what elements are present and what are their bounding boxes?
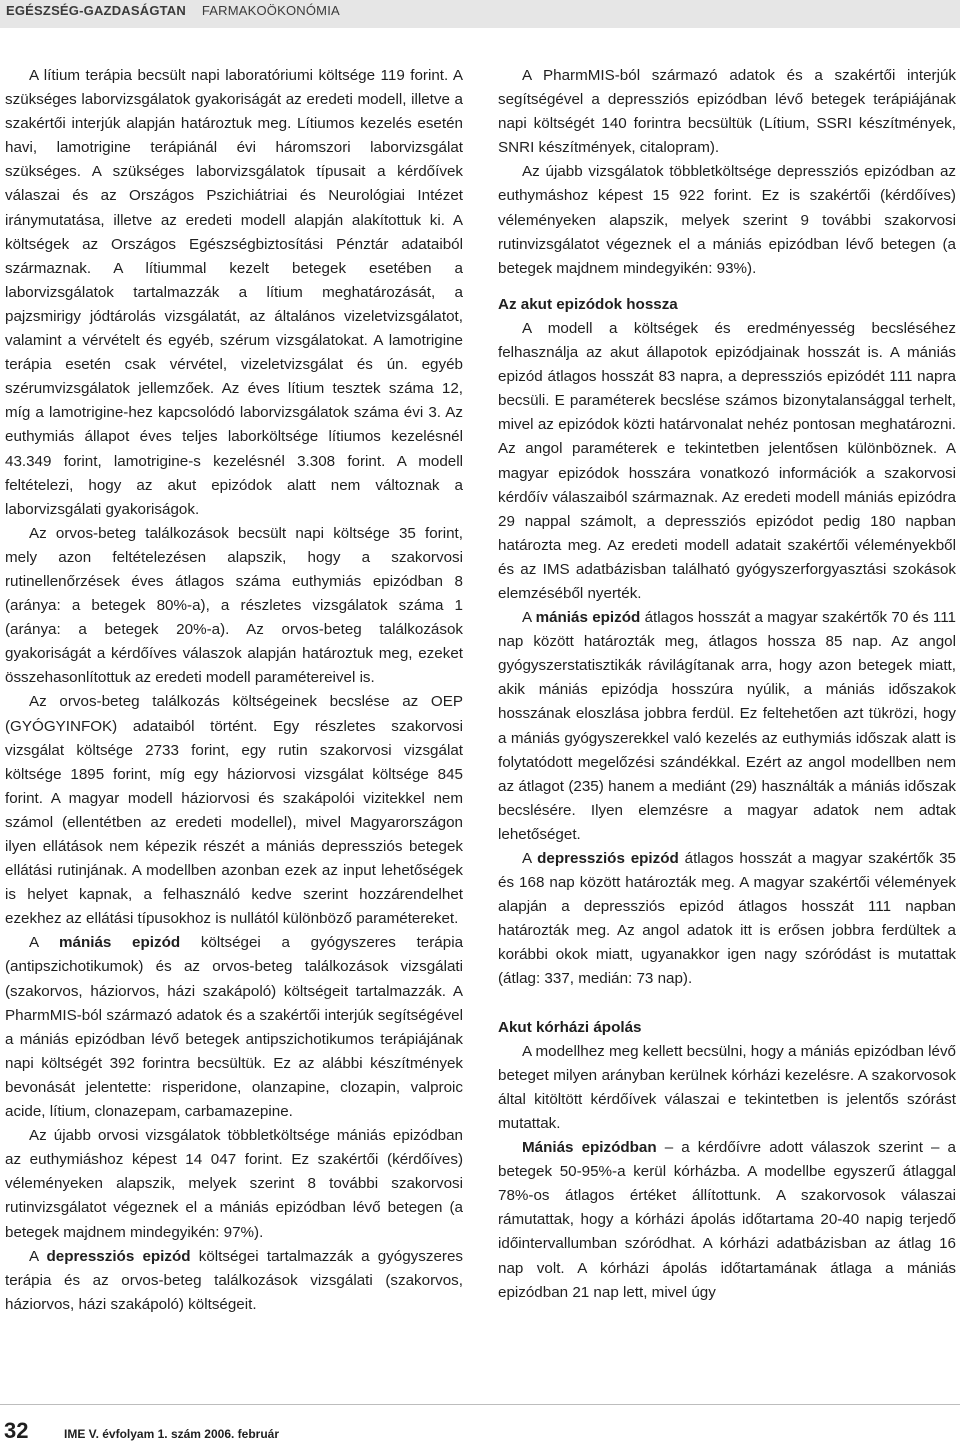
text-run: költségei tartalmazzák a gyógyszeres terápia és az orvos-beteg találkozások vizsgálati (szakorvos, háziorvos, házi szakápoló) költségeit.	[5, 1247, 463, 1313]
bold-term: depressziós epizód	[537, 850, 679, 867]
paragraph-depressive-extra-cost: Az újabb vizsgálatok többletköltsége depressziós epizódban az euthymáshoz képest 15 922 forint. Ez is szakértői (kérdőíves) véleményeken alapszik, melyek szerint 9 további szakorvosi rutinvizsgálatot végeznek el a mániás epizódban lévő betegen (a betegek majdnem mindegyikén: 93%).	[498, 163, 956, 277]
text-run: átlagos hosszát a magyar szakértők 70 és 111 nap között határozták meg, átlagos hossza 85 nap. Az angol gyógyszerstatisztikák rávilágítanak arra, hogy azon betegek miatt, akik mániás epizódja hosszúra nyúlik, a mániás időszakok hosszának eloszlása jobbra ferdül. Ez feltehetően azt tükrözi, hogy a mániás gyógyszerekkel való kezelés az euthymiás időszak alatt is folytatódott megelőzési szándékkal. Ezért az angol modellben nem az átlagot (235) hanem a mediánt (29) használták a mániás időszak becslésére. Ilyen elemzésre a magyar adatok nem adtak lehetőséget.	[498, 609, 956, 843]
paragraph-hospitalization-rate: A modellhez meg kellett becsülni, hogy a mániás epizódban lévő beteget milyen arányban kerülnek kórházi kezelésre. A szakorvosok által kitöltött kérdőívek válaszai e tekintetben is jelentős szórást mutattak.	[498, 1042, 956, 1132]
footer-rule	[0, 1404, 960, 1405]
page-footer	[0, 1418, 960, 1451]
bold-term: mániás epizód	[59, 934, 181, 952]
section-secondary: FARMAKOÖKONÓMIA	[201, 3, 340, 18]
text-run: átlagos hosszát a magyar szakértők 35 és 168 nap között határozták meg. A magyar szakértői vélemények alapján a depressziós epizód átlagos hosszát 111 napban határozták meg. Az angol adatok itt is erősen jobbra ferdültek a korábbi okok miatt, ugyanakkor igen nagy szóródást is mutattak (átlag: 337, medián: 73 nap).	[498, 850, 956, 988]
heading-acute-hospital-care: Akut kórházi ápolás	[498, 1018, 642, 1036]
text-run: költségei a gyógyszeres terápia (antipszichotikumok) és az orvos-beteg találkozások vizsgálati (szakorvos, háziorvos, házi szakápoló) költségeit tartalmazzák. A PharmMIS-ból származó adatok és a szakértői interjúk segítségével a mániás epizódban lévő betegek antipszichotikumos terápiájának napi költségét 392 forintra becsültük. Ez az alábbi készítmények bevonását jelentette: risperidone, olanzapine, clozapin, valproic acide, lítium, clonazepam, carbamazepine.	[5, 934, 464, 1121]
issue-info: IME V. évfolyam 1. szám 2006. február	[64, 1427, 279, 1441]
paragraph-visit-cost-estimate: Az orvos-beteg találkozás költségeinek becslése az OEP (GYÓGYINFOK) adataiból történt. Egy részletes szakorvosi vizsgálat költsége 2733 forint, egy rutin szakorvosi vizsgálat költsége 1895 forint, míg egy háziorvosi vizsgálat költsége 845 forint. A magyar modell háziorvosi és szakápolói vizitekkel nem számol (ellentétben az eredeti modellel), mivel Magyarországon ilyen ellátások nem képezik részét a mániás depressziós betegek ellátási rutinjának. A modellben azonban ezek az input lehetőségek is helyet kapnak, a felhasználó kedve szerint hozzárendelhet ezekhez az ellátási típusokhoz is nullától különböző paramétereket.	[5, 693, 463, 928]
spacer	[498, 992, 956, 1016]
text-run: – a kérdőívre adott válaszok szerint – a betegek 50-95%-a kerül kórházba. A modellbe egyszerű átlaggal 78%-os átlagos értéket állítottunk. A szakorvosok válaszai rámutattak, hogy a kórházi ápolás időtartama 20-40 napig terjedő időintervallumban szóródhat. A kórházi adatbázisban az átlag 16 nap volt. A kórházi ápolás időtartamának átlaga a mániás epizódban 21 nap lett, mivel úgy	[498, 1139, 956, 1301]
text-run: A	[522, 850, 538, 867]
heading-acute-episode-length: Az akut epizódok hossza	[498, 295, 678, 313]
right-column	[498, 64, 956, 1305]
paragraph-lithium-lab-cost: A lítium terápia becsült napi laboratóriumi költsége 119 forint. A szükséges laborvizsgálatok gyakoriságát az eredeti modell, illetve a szakértői interjúk alapján határoztuk meg. Lítiumos kezelés esetén havi, lamotrigine terápiánál évi háromszori laborvizsgálat szükséges. A szükséges laborvizsgálatok típusait a kérdőívek válaszai és az Országos Pszichiátriai és Neurológiai Intézet iránymutatása, illetve az eredeti modell alapján alakítottuk ki. A költségek az Országos Egészségbiztosítási Pénztár adataiból származnak. A lítiummal kezelt betegek esetében a laborvizsgálatok tartalmazzák a lítium meghatározását, a pajzsmirigy jódtárolás vizsgálatát, az általános vizeletvizsgálatot, valamint a vérvételt és egyéb, szérum vizsgálatokat. A lamotrigine terápia esetén csak vérvétel, vizeletvizsgálat és ún. egyéb szérumvizsgálatok jellemzőek. Az éves lítium tesztek száma 12, míg a lamotrigine-hez kapcsolódó laborvizsgálatok száma évi 3. Az euthymiás állapot éves teljes laborköltsége lítiumos kezelésnél 43.349 forint, lamotrigine-s kezelésnél 3.308 forint. A modell feltételezi, hogy az akut epizódok alatt nem változnak a laborvizsgálati gyakoriságok.	[5, 67, 463, 518]
bold-term: depressziós epizód	[46, 1247, 191, 1265]
paragraph-manic-episode-costs	[5, 931, 463, 1124]
text-run: A	[522, 609, 536, 627]
paragraph-doctor-visit-cost: Az orvos-beteg találkozások becsült napi költsége 35 forint, mely azon feltételezésen alapszik, hogy a szakorvosi rutinellenőrzések éves átlagos száma euthymiás epizódban 8 (aránya: a betegek 80%-a), a részletes vizsgálatok száma 1 (aránya: a betegek 20%-a). Az orvos-beteg találkozások gyakoriságát a kérdőíves válaszok alapján határoztuk meg, ezeket összehasonlítottuk az eredeti modell paramétereivel is.	[5, 524, 463, 687]
header-band	[0, 0, 960, 28]
text-run: A	[29, 1247, 47, 1265]
section-primary: EGÉSZSÉG-GAZDASÁGTAN	[6, 3, 186, 18]
paragraph-manic-length	[498, 606, 956, 847]
bold-term: mániás epizód	[535, 609, 641, 627]
paragraph-manic-extra-cost: Az újabb orvosi vizsgálatok többletköltsége mániás epizódban az euthymiáshoz képest 14 047 forint. Ez szakértői (kérdőíves) véleményeken alapszik, melyek szerint 8 további szakorvosi rutinvizsgálatot végeznek el a mániás epizódban lévő betegen (a betegek majdnem mindegyikén: 97%).	[5, 1127, 463, 1241]
paragraph-depressive-therapy-cost: A PharmMIS-ból származó adatok és a szakértői interjúk segítségével a depressziós epizódban lévő betegek terápiájának napi költségét 140 forintra becsültük (Lítium, SSRI készítmények, SNRI készítmények, citalopram).	[498, 67, 956, 157]
text-run: A	[29, 934, 59, 952]
page-number: 32	[4, 1418, 29, 1443]
left-column	[5, 64, 463, 1317]
paragraph-episode-length: A modell a költségek és eredményesség becsléséhez felhasználja az akut állapotok epizódjainak hosszát is. A mániás epizód átlagos hosszát 83 napra, a depressziós epizódét 111 napra becsüli. E paraméterek becslése számos bizonytalansággal terhelt, mivel az epizódok közti határvonalat nehéz pontosan meghatározni. Az angol paraméterek e tekintetben jelentősen különböznek. A magyar epizódok hosszára vonatkozó információk a szakorvosi kérdőív válaszaiból származnak. Az eredeti modell mániás epizódra 29 nappal számolt, a depressziós epizódot pedig 180 napban határozta meg. Az eredeti modell adatait szakértői véleményekből és az IMS adatbázisban található gyógyszerforgyasztási szokások elemzéséből nyerték.	[498, 319, 956, 602]
spacer	[498, 281, 956, 293]
bold-term: Mániás epizódban	[522, 1139, 657, 1157]
paragraph-depressive-episode-costs	[5, 1245, 463, 1317]
paragraph-manic-hospitalization	[498, 1136, 956, 1305]
paragraph-depressive-length	[498, 847, 956, 992]
section-tag	[6, 3, 340, 18]
